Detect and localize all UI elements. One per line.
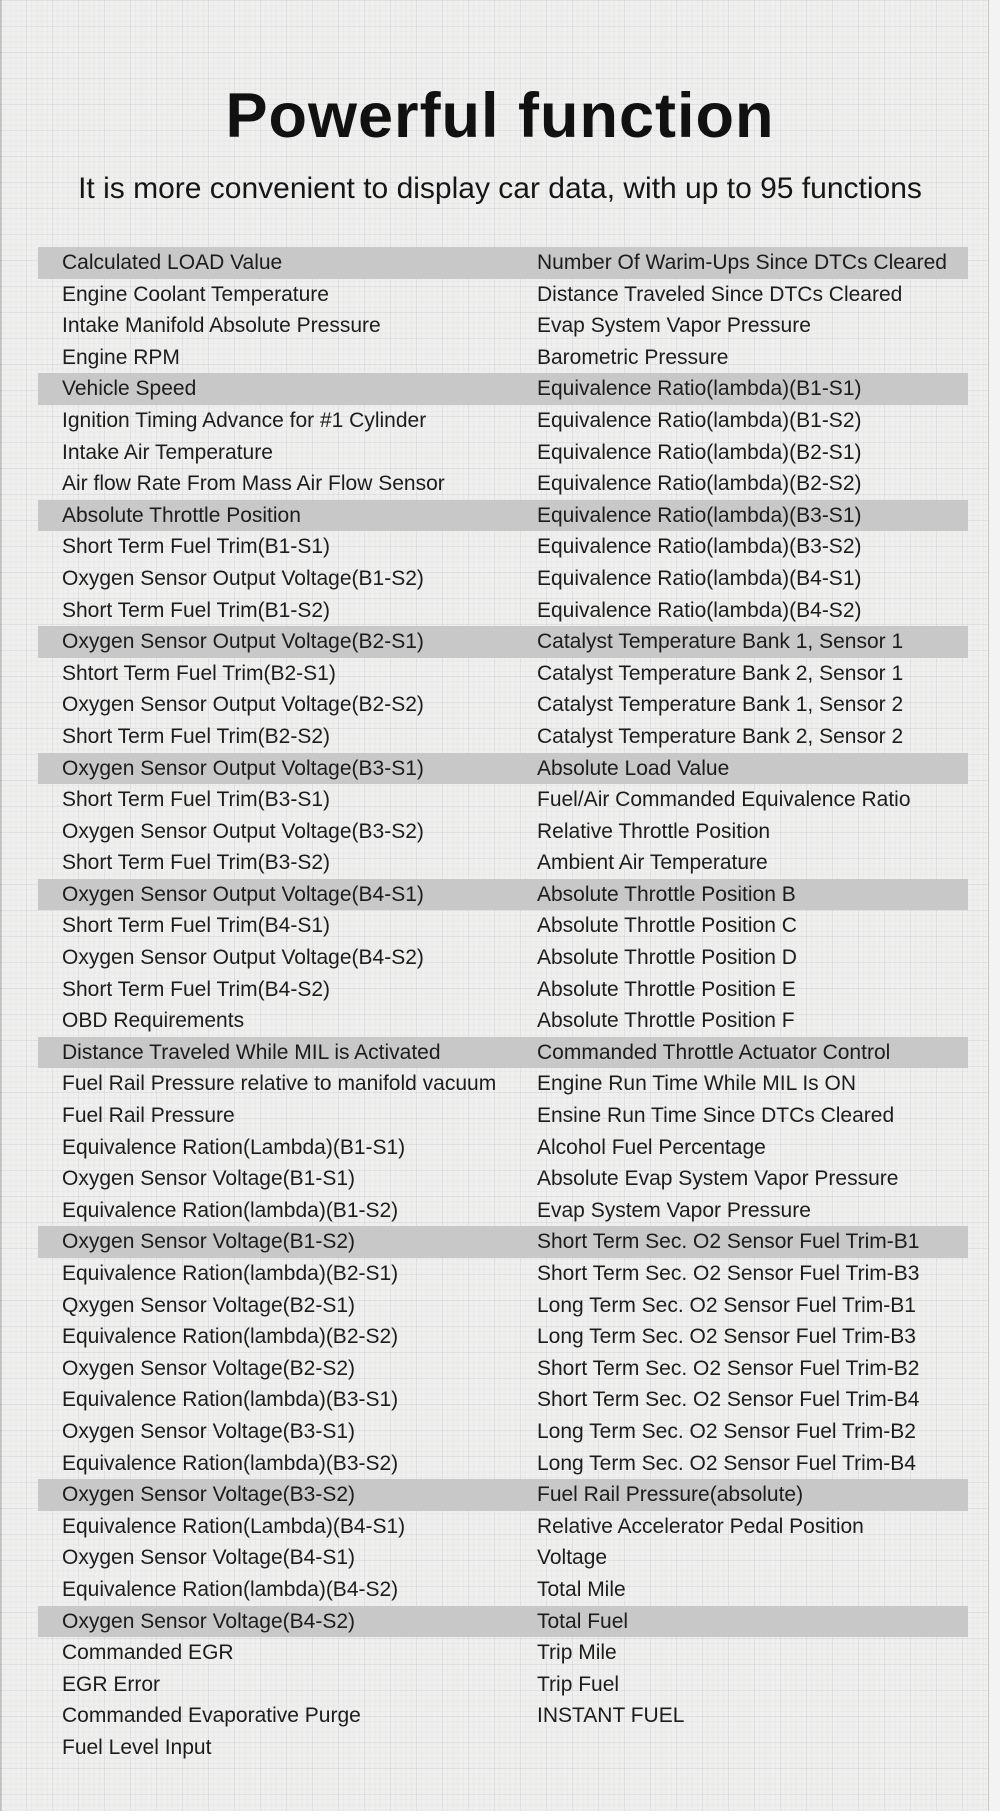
function-item-left: Distance Traveled While MIL is Activated (62, 1040, 441, 1064)
function-item-left: Oxygen Sensor Output Voltage(B1-S2) (62, 566, 424, 590)
function-item-left: Oxygen Sensor Voltage(B1-S2) (62, 1230, 355, 1254)
function-item-left: Oxygen Sensor Output Voltage(B3-S1) (62, 756, 424, 780)
function-item-left: Fuel Rail Pressure relative to manifold vacuum (62, 1072, 497, 1096)
function-row (0, 626, 1000, 658)
function-row (0, 279, 1000, 311)
page-edge-left (0, 0, 2, 1811)
function-item-right: Total Mile (537, 1577, 626, 1601)
function-item-left: Short Term Fuel Trim(B1-S1) (62, 535, 331, 559)
function-item-right: Long Term Sec. O2 Sensor Fuel Trim-B3 (537, 1325, 916, 1349)
function-item-left: Intake Air Temperature (62, 440, 273, 464)
function-row (0, 910, 1000, 942)
function-item-left: Short Term Fuel Trim(B3-S2) (62, 851, 331, 875)
function-item-left: Oxygen Sensor Voltage(B3-S2) (62, 1483, 355, 1507)
function-item-left: Oxygen Sensor Voltage(B3-S1) (62, 1419, 355, 1443)
function-row (0, 1100, 1000, 1132)
function-row (0, 1163, 1000, 1195)
function-row (0, 658, 1000, 690)
function-item-right: Fuel Rail Pressure(absolute) (537, 1483, 804, 1507)
function-row (0, 500, 1000, 532)
function-item-right: Equivalence Ratio(lambda)(B2-S1) (537, 440, 862, 464)
function-item-right: Catalyst Temperature Bank 2, Sensor 1 (537, 661, 904, 685)
function-item-right: Absolute Throttle Position D (537, 946, 797, 970)
function-item-left: Qxygen Sensor Voltage(B2-S1) (62, 1293, 355, 1317)
function-row (0, 1542, 1000, 1574)
function-item-left: Fuel Rail Pressure (62, 1104, 235, 1128)
function-row (0, 1037, 1000, 1069)
function-item-right: Long Term Sec. O2 Sensor Fuel Trim-B2 (537, 1419, 916, 1443)
function-item-left: Short Term Fuel Trim(B4-S1) (62, 914, 331, 938)
function-item-right: Alcohol Fuel Percentage (537, 1135, 766, 1159)
function-row (0, 942, 1000, 974)
function-item-left: Commanded EGR (62, 1641, 234, 1665)
function-row (0, 468, 1000, 500)
function-item-right: Commanded Throttle Actuator Control (537, 1040, 891, 1064)
function-row (0, 1669, 1000, 1701)
function-item-left: Equivalence Ration(lambda)(B2-S1) (62, 1262, 399, 1285)
function-item-right: Relative Accelerator Pedal Position (537, 1514, 864, 1538)
page-edge-right (988, 0, 1000, 1811)
function-item-left: Oxygen Sensor Output Voltage(B4-S2) (62, 946, 424, 970)
function-item-right: INSTANT FUEL (537, 1704, 685, 1728)
function-row (0, 247, 1000, 279)
function-item-right: Ambient Air Temperature (537, 851, 768, 875)
function-row (0, 1384, 1000, 1416)
function-item-left: Short Term Fuel Trim(B3-S1) (62, 788, 331, 812)
function-item-right: Equivalence Ratio(lambda)(B4-S2) (537, 598, 862, 622)
function-row (0, 1290, 1000, 1322)
function-item-right: Absolute Throttle Position C (537, 914, 797, 938)
function-item-left: EGR Error (62, 1672, 161, 1696)
function-item-left: Equivalence Ration(Lambda)(B4-S1) (62, 1514, 406, 1538)
function-row (0, 879, 1000, 911)
function-item-left: Equivalence Ration(lambda)(B1-S2) (62, 1198, 399, 1222)
function-item-left: Fuel Level Input (62, 1735, 212, 1759)
function-item-right: Long Term Sec. O2 Sensor Fuel Trim-B4 (537, 1451, 916, 1475)
function-item-right: Equivalence Ratio(lambda)(B3-S1) (537, 503, 862, 527)
function-item-right: Absolute Throttle Position E (537, 977, 796, 1001)
function-row (0, 1132, 1000, 1164)
function-item-left: Commanded Evaporative Purge (62, 1704, 361, 1728)
function-item-left: Oxygen Sensor Voltage(B4-S2) (62, 1609, 355, 1633)
function-item-right: Catalyst Temperature Bank 1, Sensor 1 (537, 630, 904, 654)
function-item-right: Equivalence Ratio(lambda)(B1-S1) (537, 377, 862, 401)
function-item-left: Air flow Rate From Mass Air Flow Sensor (62, 472, 445, 496)
function-item-left: Ignition Timing Advance for #1 Cylinder (62, 408, 427, 432)
function-row (0, 974, 1000, 1006)
function-item-right: Equivalence Ratio(lambda)(B4-S1) (537, 566, 862, 590)
function-item-right: Absolute Load Value (537, 756, 730, 780)
function-row (0, 1226, 1000, 1258)
function-item-right: Equivalence Ratio(lambda)(B2-S2) (537, 472, 862, 496)
function-item-right: Short Term Sec. O2 Sensor Fuel Trim-B4 (537, 1388, 920, 1412)
function-row (0, 1732, 1000, 1764)
function-row (0, 689, 1000, 721)
function-item-right: Evap System Vapor Pressure (537, 314, 811, 338)
function-row (0, 531, 1000, 563)
function-item-left: Oxygen Sensor Output Voltage(B2-S2) (62, 693, 424, 717)
function-item-right: Equivalence Ratio(lambda)(B3-S2) (537, 535, 862, 559)
function-item-left: Shtort Term Fuel Trim(B2-S1) (62, 661, 336, 685)
function-item-left: Equivalence Ration(Lambda)(B1-S1) (62, 1135, 406, 1159)
function-row (0, 1606, 1000, 1638)
function-item-right: Short Term Sec. O2 Sensor Fuel Trim-B3 (537, 1262, 920, 1285)
function-item-right: Trip Fuel (537, 1672, 620, 1696)
function-item-right: Short Term Sec. O2 Sensor Fuel Trim-B1 (537, 1230, 920, 1254)
function-item-right: Distance Traveled Since DTCs Cleared (537, 282, 903, 306)
page-title: Powerful function (225, 81, 775, 151)
function-item-right: Barometric Pressure (537, 345, 729, 369)
function-item-right: Catalyst Temperature Bank 2, Sensor 2 (537, 724, 904, 748)
function-item-left: Equivalence Ration(lambda)(B4-S2) (62, 1577, 399, 1601)
function-item-left: OBD Requirements (62, 1009, 245, 1033)
function-row (0, 373, 1000, 405)
function-item-left: Oxygen Sensor Voltage(B4-S1) (62, 1546, 355, 1570)
function-item-left: Engine RPM (62, 345, 180, 369)
function-row (0, 1700, 1000, 1732)
function-row (0, 847, 1000, 879)
function-item-right: Relative Throttle Position (537, 819, 771, 843)
function-row (0, 753, 1000, 785)
function-row (0, 1574, 1000, 1606)
function-row (0, 721, 1000, 753)
function-item-right: Ensine Run Time Since DTCs Cleared (537, 1104, 895, 1128)
function-row (0, 784, 1000, 816)
function-row (0, 1416, 1000, 1448)
function-item-right: Long Term Sec. O2 Sensor Fuel Trim-B1 (537, 1293, 916, 1317)
function-row (0, 595, 1000, 627)
function-item-left: Equivalence Ration(lambda)(B3-S1) (62, 1388, 399, 1412)
function-item-right: Total Fuel (537, 1609, 629, 1633)
function-item-left: Engine Coolant Temperature (62, 282, 329, 306)
function-item-right: Voltage (537, 1546, 608, 1570)
function-row (0, 1258, 1000, 1290)
function-item-right: Equivalence Ratio(lambda)(B1-S2) (537, 408, 862, 432)
function-item-left: Absolute Throttle Position (62, 503, 301, 527)
function-item-left: Oxygen Sensor Output Voltage(B2-S1) (62, 630, 424, 654)
function-item-left: Equivalence Ration(lambda)(B2-S2) (62, 1325, 399, 1349)
function-row (0, 437, 1000, 469)
function-item-left: Short Term Fuel Trim(B4-S2) (62, 977, 331, 1001)
function-row (0, 563, 1000, 595)
function-item-left: Short Term Fuel Trim(B1-S2) (62, 598, 331, 622)
function-item-right: Fuel/Air Commanded Equivalence Ratio (537, 788, 911, 812)
function-item-right: Short Term Sec. O2 Sensor Fuel Trim-B2 (537, 1356, 920, 1380)
function-item-right: Trip Mile (537, 1641, 617, 1665)
function-item-right: Number Of Warim-Ups Since DTCs Cleared (537, 251, 947, 274)
function-item-right: Evap System Vapor Pressure (537, 1198, 811, 1222)
function-row (0, 1195, 1000, 1227)
function-row (0, 1511, 1000, 1543)
function-row (0, 310, 1000, 342)
function-item-left: Vehicle Speed (62, 377, 197, 401)
function-item-left: Oxygen Sensor Voltage(B1-S1) (62, 1167, 355, 1191)
function-row (0, 816, 1000, 848)
function-item-right: Absolute Evap System Vapor Pressure (537, 1167, 899, 1191)
function-item-left: Calculated LOAD Value (62, 251, 283, 274)
function-row (0, 1005, 1000, 1037)
function-item-right: Catalyst Temperature Bank 1, Sensor 2 (537, 693, 904, 717)
function-item-right: Absolute Throttle Position B (537, 882, 796, 906)
function-row (0, 1353, 1000, 1385)
function-item-right: Engine Run Time While MIL Is ON (537, 1072, 856, 1096)
function-row (0, 1479, 1000, 1511)
function-item-left: Oxygen Sensor Output Voltage(B4-S1) (62, 882, 424, 906)
function-list (0, 247, 1000, 1764)
function-item-left: Intake Manifold Absolute Pressure (62, 314, 381, 338)
function-item-left: Oxygen Sensor Voltage(B2-S2) (62, 1356, 355, 1380)
page-subtitle: It is more convenient to display car data, with up to 95 functions (78, 172, 922, 205)
function-row (0, 405, 1000, 437)
function-row (0, 1448, 1000, 1480)
function-row (0, 1321, 1000, 1353)
function-item-left: Short Term Fuel Trim(B2-S2) (62, 724, 331, 748)
function-row (0, 342, 1000, 374)
function-item-left: Equivalence Ration(lambda)(B3-S2) (62, 1451, 399, 1475)
function-row (0, 1068, 1000, 1100)
function-item-right: Absolute Throttle Position F (537, 1009, 795, 1033)
function-item-left: Oxygen Sensor Output Voltage(B3-S2) (62, 819, 424, 843)
function-row (0, 1637, 1000, 1669)
